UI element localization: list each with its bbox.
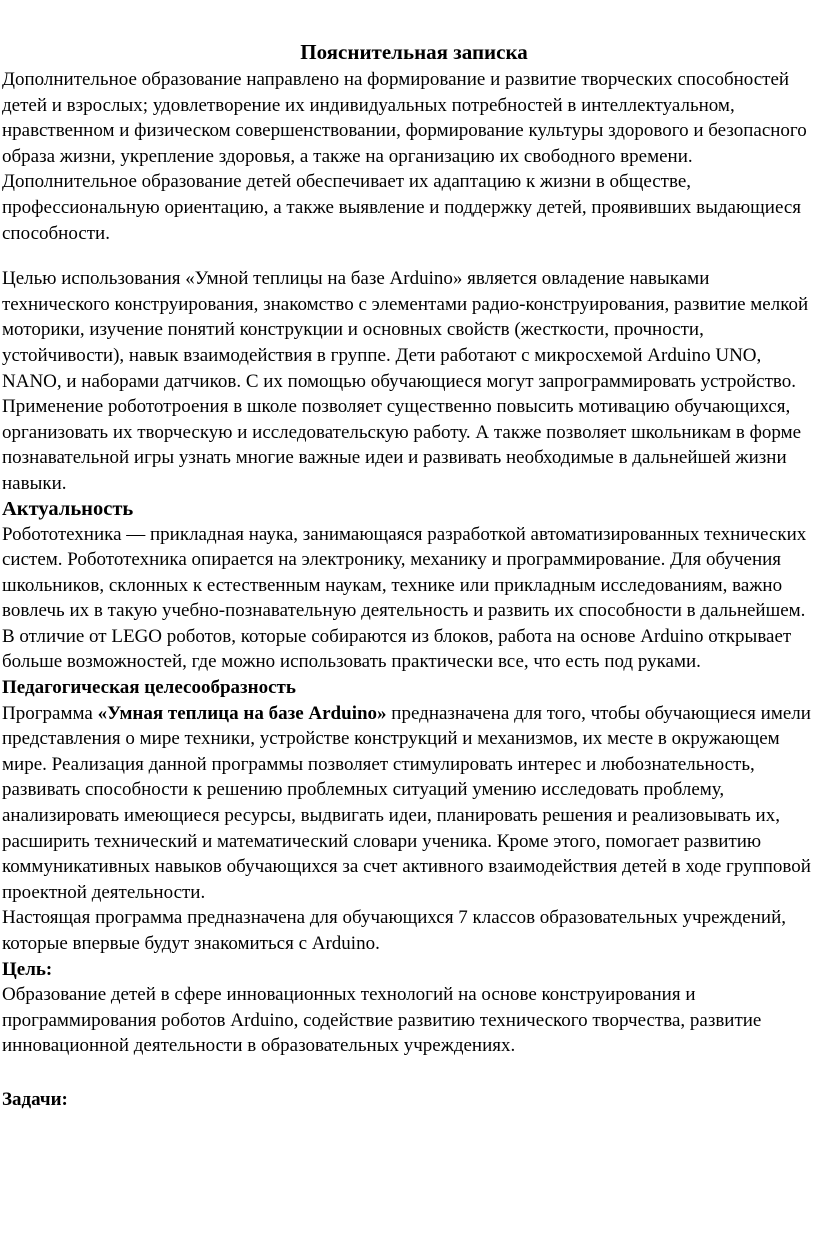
intro-paragraph-1: Дополнительное образование направлено на формирование и развитие творческих способностей детей и взрослых; удовлетворение их индивидуальных потребностей в интеллектуальном, нравственном и физическом совершенствовании, формирование культуры здорового и безопасного образа жизни, укрепление здоровья, а также на организацию их свободного времени. Дополнительное образование детей обеспечивает их адаптацию к жизни в обществе, профессиональную ориентацию, а также выявление и поддержку детей, проявивших выдающиеся способности. [2,69,807,244]
pedagogy-paragraph-2: Настоящая программа предназначена для обучающихся 7 классов образовательных учреждений, которые впервые будут знакомиться с Arduino. [2,907,786,954]
document-page [2,39,814,1113]
pedagogy-paragraph-1 [2,701,814,906]
paragraph-gap [2,1059,814,1087]
relevance-paragraph-2: В отличие от LEGO роботов, которые собираются из блоков, работа на основе Arduino открывает больше возможностей, где можно использовать практически все, что есть под руками. [2,625,792,673]
relevance-heading: Актуальность [2,497,134,520]
goal-heading: Цель: [2,958,53,980]
tasks-heading: Задачи: [2,1088,68,1110]
goal-paragraph: Образование детей в сфере инновационных технологий на основе конструирования и программирования роботов Arduino, содействие развитию технического творчества, развитие инновационной деятельности в образовательных учреждениях. [2,984,762,1057]
intro-paragraph-3: Применение робототроения в школе позволяет существенно повысить мотивацию обучающихся, организовать их творческую и исследовательскую работу. А также позволяет школьникам в форме познавательной игры узнать многие важные идеи и развивать необходимые в дальнейшей жизни навыки. [2,396,802,494]
relevance-paragraph-1: Робототехника — прикладная наука, занимающаяся разработкой автоматизированных технических систем. Робототехника опирается на электронику, механику и программирование. Для обучения школьников, склонных к естественным наукам, технике или прикладным исследованиям, важно вовлечь их в такую учебно-познавательную деятельность и развить их способности в дальнейшем. [2,523,807,622]
program-name: «Умная теплица на базе Arduino» [97,702,387,724]
pedagogy-text: предназначена для того, чтобы обучающиеся имели представления о мире техники, устройстве конструкций и механизмов, их месте в окружающем мире. Реализация данной программы позволяет стимулировать интерес и любознательность, развивать способности к решению проблемных ситуаций умению исследовать проблему, анализировать имеющиеся ресурсы, выдвигать идеи, планировать решения и реализовывать их, расширить технический и математический словари ученика. Кроме этого, помогает развитию коммуникативных навыков обучающихся за счет активного взаимодействия детей в ходе групповой проектной деятельности. [2,702,811,903]
intro-paragraph-2: Целью использования «Умной теплицы на базе Arduino» является овладение навыками технического конструирования, знакомство с элементами радио-конструирования, развитие мелкой моторики, изучение понятий конструкции и основных свойств (жесткости, прочности, устойчивости), навык взаимодействия в группе. Дети работают с микросхемой Arduino UNO, NANO, и наборами датчиков. С их помощью обучающиеся могут запрограммировать устройство. [2,268,809,392]
document-title: Пояснительная записка [300,40,528,64]
pedagogy-heading: Педагогическая целесообразность [2,677,296,699]
pedagogy-prefix: Программа [2,702,98,724]
paragraph-gap [2,246,814,266]
